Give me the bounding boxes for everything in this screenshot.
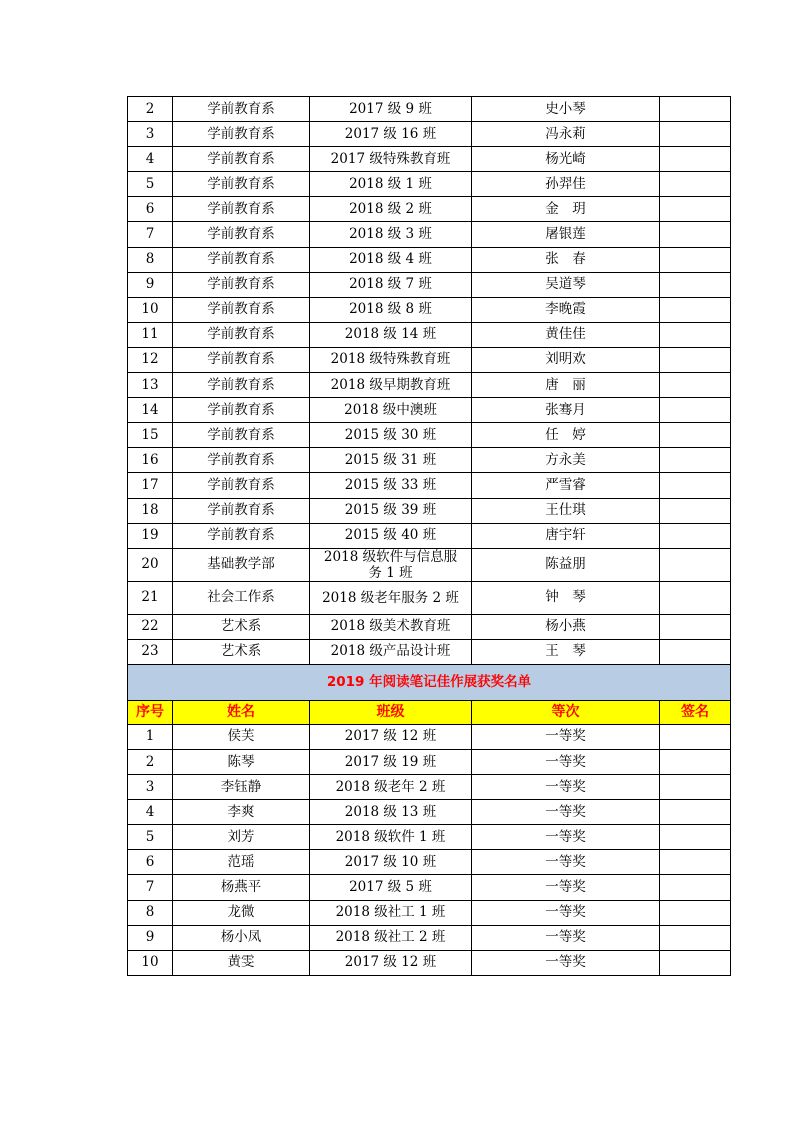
cell-name: 陈琴 xyxy=(173,749,310,774)
cell-sign xyxy=(660,925,731,950)
header-sign: 签名 xyxy=(660,700,731,724)
cell-dept: 基础教学部 xyxy=(173,548,310,581)
table-row xyxy=(128,247,731,272)
cell-class: 2018 级软件与信息服务 1 班 xyxy=(310,548,472,581)
cell-class: 2018 级 3 班 xyxy=(310,222,472,247)
cell-name: 方永美 xyxy=(472,448,660,473)
cell-no: 1 xyxy=(128,724,173,749)
cell-name: 杨燕平 xyxy=(173,875,310,900)
cell-no: 21 xyxy=(128,581,173,614)
table-row xyxy=(128,925,731,950)
cell-sign xyxy=(660,775,731,800)
cell-no: 20 xyxy=(128,548,173,581)
cell-class: 2017 级 10 班 xyxy=(310,850,472,875)
cell-no: 23 xyxy=(128,639,173,664)
cell-extra xyxy=(660,172,731,197)
cell-level: 一等奖 xyxy=(472,850,660,875)
section-title: 2019 年阅读笔记佳作展获奖名单 xyxy=(128,664,731,700)
cell-name: 孙羿佳 xyxy=(472,172,660,197)
table-row xyxy=(128,498,731,523)
cell-level: 一等奖 xyxy=(472,825,660,850)
cell-level: 一等奖 xyxy=(472,900,660,925)
cell-level: 一等奖 xyxy=(472,950,660,975)
cell-no: 22 xyxy=(128,614,173,639)
cell-no: 4 xyxy=(128,800,173,825)
title-section xyxy=(128,664,731,724)
cell-class: 2017 级 12 班 xyxy=(310,724,472,749)
table-row xyxy=(128,639,731,664)
cell-no: 9 xyxy=(128,925,173,950)
cell-no: 13 xyxy=(128,373,173,398)
cell-dept: 学前教育系 xyxy=(173,523,310,548)
cell-dept: 学前教育系 xyxy=(173,448,310,473)
cell-name: 冯永莉 xyxy=(472,122,660,147)
cell-dept: 学前教育系 xyxy=(173,272,310,297)
cell-dept: 艺术系 xyxy=(173,614,310,639)
cell-extra xyxy=(660,97,731,122)
cell-class: 2017 级 5 班 xyxy=(310,875,472,900)
cell-dept: 学前教育系 xyxy=(173,247,310,272)
cell-name: 杨小凤 xyxy=(173,925,310,950)
cell-sign xyxy=(660,900,731,925)
table-row xyxy=(128,222,731,247)
cell-no: 8 xyxy=(128,900,173,925)
cell-extra xyxy=(660,498,731,523)
cell-extra xyxy=(660,147,731,172)
cell-sign xyxy=(660,850,731,875)
cell-dept: 学前教育系 xyxy=(173,423,310,448)
cell-no: 10 xyxy=(128,297,173,322)
cell-no: 4 xyxy=(128,147,173,172)
cell-class: 2018 级 7 班 xyxy=(310,272,472,297)
cell-extra xyxy=(660,523,731,548)
cell-extra xyxy=(660,322,731,347)
cell-class: 2018 级 8 班 xyxy=(310,297,472,322)
cell-no: 3 xyxy=(128,775,173,800)
cell-extra xyxy=(660,297,731,322)
cell-name: 李晚霞 xyxy=(472,297,660,322)
cell-no: 5 xyxy=(128,825,173,850)
table-row xyxy=(128,297,731,322)
cell-class: 2018 级 14 班 xyxy=(310,322,472,347)
cell-no: 3 xyxy=(128,122,173,147)
cell-dept: 学前教育系 xyxy=(173,398,310,423)
cell-class: 2018 级 13 班 xyxy=(310,800,472,825)
cell-class: 2018 级 4 班 xyxy=(310,247,472,272)
cell-dept: 学前教育系 xyxy=(173,297,310,322)
cell-dept: 学前教育系 xyxy=(173,172,310,197)
cell-dept: 学前教育系 xyxy=(173,498,310,523)
table-row xyxy=(128,724,731,749)
cell-dept: 学前教育系 xyxy=(173,322,310,347)
cell-name: 李爽 xyxy=(173,800,310,825)
cell-extra xyxy=(660,197,731,222)
cell-no: 10 xyxy=(128,950,173,975)
cell-name: 刘芳 xyxy=(173,825,310,850)
table-row xyxy=(128,614,731,639)
cell-class: 2017 级 9 班 xyxy=(310,97,472,122)
cell-name: 黄佳佳 xyxy=(472,322,660,347)
cell-no: 11 xyxy=(128,322,173,347)
cell-class: 2015 级 33 班 xyxy=(310,473,472,498)
cell-extra xyxy=(660,614,731,639)
cell-dept: 学前教育系 xyxy=(173,147,310,172)
cell-extra xyxy=(660,373,731,398)
cell-name: 龙微 xyxy=(173,900,310,925)
cell-extra xyxy=(660,247,731,272)
cell-level: 一等奖 xyxy=(472,749,660,774)
cell-extra xyxy=(660,222,731,247)
cell-class: 2017 级特殊教育班 xyxy=(310,147,472,172)
table-row xyxy=(128,548,731,581)
cell-class: 2018 级 1 班 xyxy=(310,172,472,197)
cell-name: 吴道琴 xyxy=(472,272,660,297)
cell-class: 2018 级美术教育班 xyxy=(310,614,472,639)
cell-name: 陈益朋 xyxy=(472,548,660,581)
cell-class: 2018 级老年 2 班 xyxy=(310,775,472,800)
cell-name: 刘明欢 xyxy=(472,347,660,372)
table-row xyxy=(128,147,731,172)
table-row xyxy=(128,523,731,548)
cell-no: 14 xyxy=(128,398,173,423)
cell-no: 15 xyxy=(128,423,173,448)
table-row xyxy=(128,875,731,900)
cell-name: 唐宇轩 xyxy=(472,523,660,548)
table-row xyxy=(128,581,731,614)
cell-class: 2015 级 40 班 xyxy=(310,523,472,548)
cell-no: 6 xyxy=(128,197,173,222)
table-row xyxy=(128,900,731,925)
header-level: 等次 xyxy=(472,700,660,724)
cell-name: 王 琴 xyxy=(472,639,660,664)
cell-name: 黄雯 xyxy=(173,950,310,975)
cell-no: 19 xyxy=(128,523,173,548)
cell-name: 张 春 xyxy=(472,247,660,272)
cell-class: 2015 级 30 班 xyxy=(310,423,472,448)
table-row xyxy=(128,448,731,473)
cell-extra xyxy=(660,347,731,372)
cell-level: 一等奖 xyxy=(472,775,660,800)
table-row xyxy=(128,775,731,800)
header-name: 姓名 xyxy=(173,700,310,724)
cell-sign xyxy=(660,724,731,749)
cell-name: 张骞月 xyxy=(472,398,660,423)
cell-name: 唐 丽 xyxy=(472,373,660,398)
cell-dept: 学前教育系 xyxy=(173,347,310,372)
cell-name: 屠银莲 xyxy=(472,222,660,247)
cell-name: 李钰静 xyxy=(173,775,310,800)
cell-extra xyxy=(660,639,731,664)
header-no: 序号 xyxy=(128,700,173,724)
cell-class: 2017 级 19 班 xyxy=(310,749,472,774)
cell-class: 2015 级 31 班 xyxy=(310,448,472,473)
table-row xyxy=(128,322,731,347)
cell-no: 17 xyxy=(128,473,173,498)
award-table xyxy=(127,96,731,976)
table-row xyxy=(128,97,731,122)
cell-name: 史小琴 xyxy=(472,97,660,122)
table-row xyxy=(128,122,731,147)
table-row xyxy=(128,825,731,850)
cell-name: 任 婷 xyxy=(472,423,660,448)
cell-class: 2018 级中澳班 xyxy=(310,398,472,423)
column-header-row xyxy=(128,700,731,724)
cell-class: 2018 级 2 班 xyxy=(310,197,472,222)
cell-name: 杨小燕 xyxy=(472,614,660,639)
cell-class: 2018 级软件 1 班 xyxy=(310,825,472,850)
cell-name: 杨光崎 xyxy=(472,147,660,172)
cell-extra xyxy=(660,448,731,473)
cell-dept: 学前教育系 xyxy=(173,473,310,498)
upper-section xyxy=(128,97,731,665)
cell-sign xyxy=(660,749,731,774)
table-row xyxy=(128,398,731,423)
cell-class: 2018 级老年服务 2 班 xyxy=(310,581,472,614)
table-row xyxy=(128,950,731,975)
cell-class: 2018 级社工 2 班 xyxy=(310,925,472,950)
table-row xyxy=(128,423,731,448)
header-class: 班级 xyxy=(310,700,472,724)
lower-section xyxy=(128,724,731,975)
cell-class: 2018 级社工 1 班 xyxy=(310,900,472,925)
cell-no: 6 xyxy=(128,850,173,875)
cell-extra xyxy=(660,581,731,614)
cell-extra xyxy=(660,398,731,423)
cell-extra xyxy=(660,122,731,147)
cell-no: 9 xyxy=(128,272,173,297)
cell-no: 12 xyxy=(128,347,173,372)
cell-name: 金 玥 xyxy=(472,197,660,222)
table-row xyxy=(128,347,731,372)
cell-no: 2 xyxy=(128,97,173,122)
cell-name: 钟 琴 xyxy=(472,581,660,614)
cell-extra xyxy=(660,272,731,297)
table-row xyxy=(128,749,731,774)
cell-sign xyxy=(660,950,731,975)
table-row xyxy=(128,373,731,398)
cell-class: 2017 级 16 班 xyxy=(310,122,472,147)
cell-no: 7 xyxy=(128,222,173,247)
table-row xyxy=(128,473,731,498)
cell-dept: 艺术系 xyxy=(173,639,310,664)
cell-level: 一等奖 xyxy=(472,875,660,900)
cell-name: 侯芙 xyxy=(173,724,310,749)
table-row xyxy=(128,800,731,825)
cell-no: 7 xyxy=(128,875,173,900)
cell-no: 18 xyxy=(128,498,173,523)
cell-level: 一等奖 xyxy=(472,724,660,749)
cell-no: 16 xyxy=(128,448,173,473)
cell-level: 一等奖 xyxy=(472,800,660,825)
cell-no: 5 xyxy=(128,172,173,197)
cell-no: 2 xyxy=(128,749,173,774)
cell-level: 一等奖 xyxy=(472,925,660,950)
cell-class: 2017 级 12 班 xyxy=(310,950,472,975)
cell-sign xyxy=(660,800,731,825)
cell-class: 2018 级产品设计班 xyxy=(310,639,472,664)
cell-extra xyxy=(660,548,731,581)
cell-class: 2018 级特殊教育班 xyxy=(310,347,472,372)
table-row xyxy=(128,197,731,222)
cell-class: 2018 级早期教育班 xyxy=(310,373,472,398)
section-title-row xyxy=(128,664,731,700)
cell-sign xyxy=(660,875,731,900)
cell-name: 范瑶 xyxy=(173,850,310,875)
cell-extra xyxy=(660,473,731,498)
cell-dept: 学前教育系 xyxy=(173,97,310,122)
cell-dept: 学前教育系 xyxy=(173,222,310,247)
cell-no: 8 xyxy=(128,247,173,272)
table-row xyxy=(128,850,731,875)
cell-name: 严雪睿 xyxy=(472,473,660,498)
table-row xyxy=(128,172,731,197)
cell-dept: 社会工作系 xyxy=(173,581,310,614)
cell-dept: 学前教育系 xyxy=(173,373,310,398)
cell-dept: 学前教育系 xyxy=(173,122,310,147)
cell-sign xyxy=(660,825,731,850)
cell-dept: 学前教育系 xyxy=(173,197,310,222)
cell-extra xyxy=(660,423,731,448)
cell-class: 2015 级 39 班 xyxy=(310,498,472,523)
cell-name: 王仕琪 xyxy=(472,498,660,523)
table-row xyxy=(128,272,731,297)
